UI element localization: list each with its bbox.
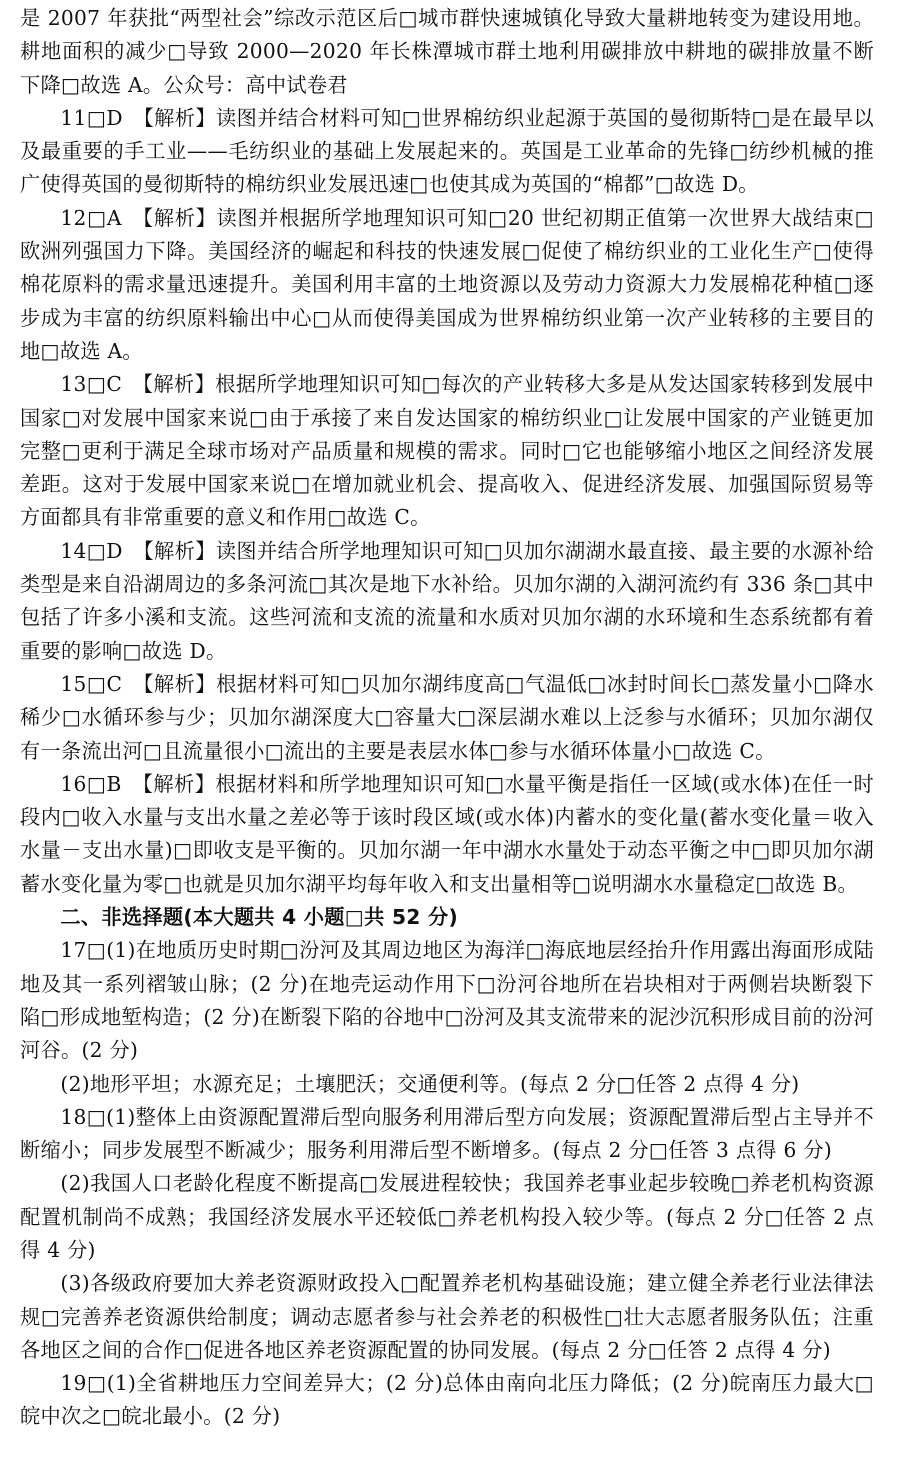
answer-17-part-2: (2)地形平坦；水源充足；土壤肥沃；交通便利等。(每点 2 分□任答 2 点得 4 分)	[60, 1071, 800, 1096]
answer-14: 14□D 【解析】读图并结合所学地理知识可知□贝加尔湖湖水最直接、最主要的水源补给类型是来自沿湖周边的多条河流□其次是地下水补给。贝加尔湖的入湖河流约有 336 条□其中包括了许多小溪和支流。这些河流和支流的流量和水质对贝加尔湖的水环境和生态系统都有着重要的影响□故选 D。	[20, 538, 874, 663]
answer-18-part-2: (2)我国人口老龄化程度不断提高□发展进程较快；我国养老事业起步较晚□养老机构资源配置机制尚不成熟；我国经济发展水平还较低□养老机构投入较少等。(每点 2 分□任答 2 点得 4 分)	[20, 1171, 874, 1262]
answer-19-part-1: 19□(1)全省耕地压力空间差异大；(2 分)总体由南向北压力降低；(2 分)皖南压力最大□皖中次之□皖北最小。(2 分)	[20, 1371, 874, 1429]
answer-15: 15□C 【解析】根据材料可知□贝加尔湖纬度高□气温低□冰封时间长□蒸发量小□降水稀少□水循环参与少；贝加尔湖深度大□容量大□深层湖水难以上泛参与水循环；贝加尔湖仅有一条流出河□且流量很小□流出的主要是表层水体□参与水循环体量小□故选 C。	[20, 671, 874, 763]
answer-16: 16□B 【解析】根据材料和所学地理知识可知□水量平衡是指任一区域(或水体)在任一时段内□收入水量与支出水量之差必等于该时段区域(或水体)内蓄水的变化量(蓄水变化量＝收入水量－支出水量)□即收支是平衡的。贝加尔湖一年中湖水水量处于动态平衡之中□即贝加尔湖蓄水变化量为零□也就是贝加尔湖平均每年收入和支出量相等□说明湖水水量稳定□故选 B。	[20, 771, 874, 896]
answer-13: 13□C 【解析】根据所学地理知识可知□每次的产业转移大多是从发达国家转移到发展中国家□对发展中国家来说□由于承接了来自发达国家的棉纺织业□让发展中国家的产业链更加完整□更利于满足全球市场对产品质量和规模的需求。同时□它也能够缩小地区之间经济发展差距。这对于发展中国家来说□在增加就业机会、提高收入、促进经济发展、加强国际贸易等方面都具有非常重要的意义和作用□故选 C。	[20, 372, 874, 530]
answer-12: 12□A 【解析】读图并根据所学地理知识可知□20 世纪初期正值第一次世界大战结束□欧洲列强国力下降。美国经济的崛起和科技的快速发展□促使了棉纺织业的工业化生产□使得棉花原料的需求量迅速提升。美国利用丰富的土地资源以及劳动力资源大力发展棉花种植□逐步成为丰富的纺织原料输出中心□从而使得美国成为世界棉纺织业第一次产业转移的主要目的地□故选 A。	[20, 205, 874, 363]
answer-18-part-3: (3)各级政府要加大养老资源财政投入□配置养老机构基础设施；建立健全养老行业法律法规□完善养老资源供给制度；调动志愿者参与社会养老的积极性□壮大志愿者服务队伍；注重各地区之间的合作□促进各地区养老资源配置的协同发展。(每点 2 分□任答 2 点得 4 分)	[20, 1271, 874, 1362]
paragraph-intro: 是 2007 年获批“两型社会”综改示范区后□城市群快速城镇化导致大量耕地转变为建设用地。耕地面积的减少□导致 2000—2020 年长株潭城市群土地利用碳排放中耕地的碳排放量不断下降□故选 A。公众号：高中试卷君	[20, 6, 874, 97]
answer-11: 11□D 【解析】读图并结合材料可知□世界棉纺织业起源于英国的曼彻斯特□是在最早以及最重要的手工业——毛纺织业的基础上发展起来的。英国是工业革命的先锋□纺纱机械的推广使得英国的曼彻斯特的棉纺织业发展迅速□也使其成为英国的“棉都”□故选 D。	[20, 105, 874, 197]
section-heading-non-choice: 二、非选择题(本大题共 4 小题□共 52 分)	[60, 905, 458, 930]
answer-17-part-1: 17□(1)在地质历史时期□汾河及其周边地区为海洋□海底地层经抬升作用露出海面形成陆地及其一系列褶皱山脉；(2 分)在地壳运动作用下□汾河谷地所在岩块相对于两侧岩块断裂下陷□形成地堑构造；(2 分)在断裂下陷的谷地中□汾河及其支流带来的泥沙沉积形成目前的汾河河谷。(2 分)	[20, 938, 874, 1063]
answer-18-part-1: 18□(1)整体上由资源配置滞后型向服务利用滞后型方向发展；资源配置滞后型占主导并不断缩小；同步发展型不断减少；服务利用滞后型不断增多。(每点 2 分□任答 3 点得 6 分)	[20, 1104, 874, 1163]
